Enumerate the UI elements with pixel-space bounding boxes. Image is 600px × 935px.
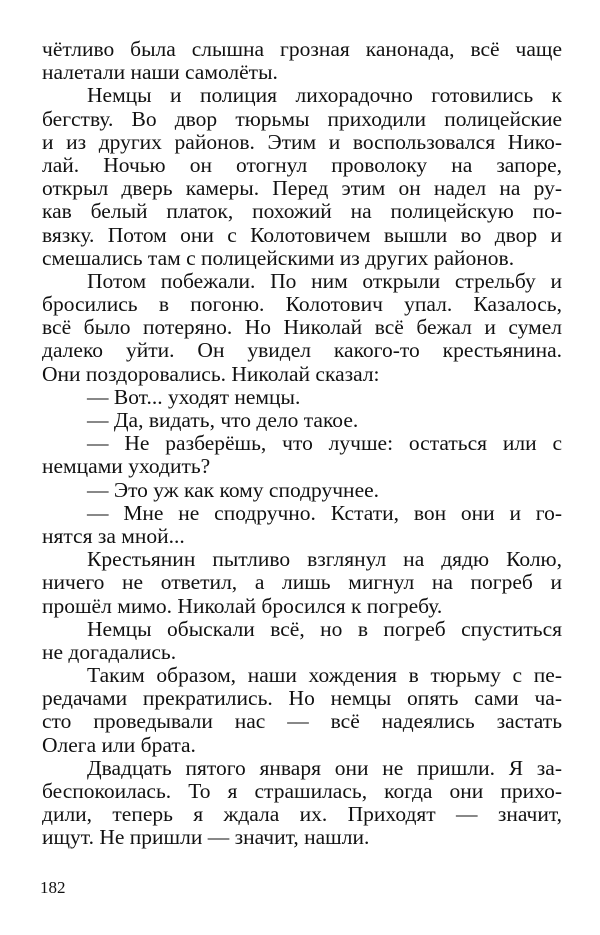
text-line: Олега или брата. [42,732,196,757]
page-number: 182 [40,878,66,897]
text-line: Немцы обыскали всё, но в погреб спуститься [87,616,562,641]
text-line: налетали наши самолёты. [42,60,278,85]
text-line: — Да, видать, что дело такое. [87,408,359,432]
text-line: бегству. Во двор тюрьмы приходили полицейские [42,106,562,131]
text-line: вязку. Потом они с Колотовичем вышли во двор и [42,222,562,247]
text-line: немцами уходить? [42,454,211,479]
text-line: открыл дверь камеры. Перед этим он надел на ру- [42,176,562,201]
text-line: сто проведывали нас — всё надеялись застать [42,709,562,734]
text-line: — Вот... уходят немцы. [87,384,301,409]
text-line: всё было потеряно. Но Николай всё бежал и сумел [42,315,562,340]
text-line: Таким образом, наши хождения в тюрьму с пе- [87,663,562,688]
text-line: Немцы и полиция лихорадочно готовились к [87,83,562,108]
text-line: ищут. Не пришли — значит, нашли. [42,825,370,850]
text-line: чётливо была слышна грозная канонада, всё чаще [42,37,562,61]
text-line: нятся за мной... [42,523,185,548]
text-line: Они поздоровались. Николай сказал: [42,361,380,386]
text-line: ничего не ответил, а лишь мигнул на погреб и [42,570,562,595]
text-line: — Не разберёшь, что лучше: остаться или с [87,431,562,456]
text-line: — Это уж как кому сподручнее. [87,477,380,502]
text-line: и из других районов. Этим и воспользовался Нико- [42,129,562,154]
text-line: дили, теперь я ждала их. Приходят — значит, [42,802,562,827]
body-text [42,38,562,850]
text-line: Крестьянин пытливо взглянул на дядю Колю, [87,547,562,572]
text-line: редачами прекратились. Но немцы опять сами ча- [42,686,562,711]
text-line: бросились в погоню. Колотович упал. Казалось, [42,292,562,317]
text-line: прошёл мимо. Николай бросился к погребу. [42,593,443,618]
text-line: — Мне не сподручно. Кстати, вон они и го- [87,500,562,525]
text-line: не догадались. [42,639,177,664]
text-line: кав белый платок, похожий на полицейскую по- [42,199,562,224]
text-line: лай. Ночью он отогнул проволоку на запоре, [42,152,562,177]
text-line: далеко уйти. Он увидел какого-то крестьянина. [42,338,562,363]
text-line: беспокоилась. То я страшилась, когда они прихо- [42,779,562,803]
text-line: Двадцать пятого января они не пришли. Я за- [87,755,562,780]
text-line: Потом побежали. По ним открыли стрельбу и [87,268,562,293]
text-line: смешались там с полицейскими из других районов. [42,245,515,270]
